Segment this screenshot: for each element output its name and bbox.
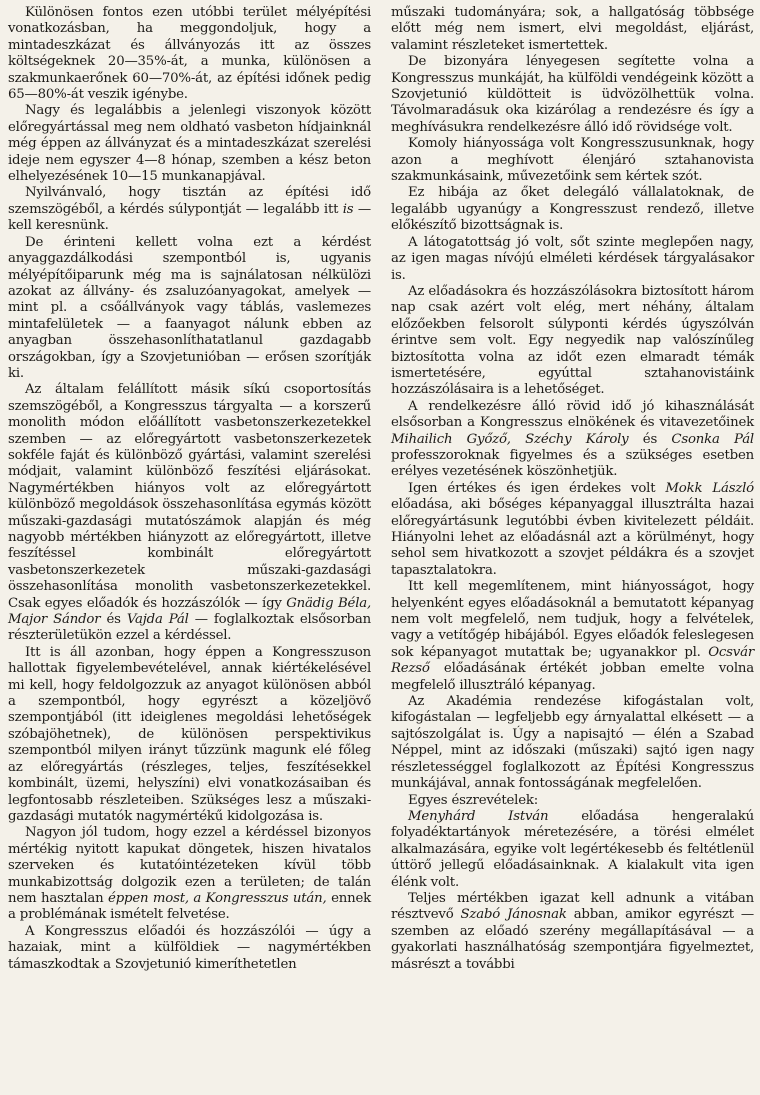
paragraph: Nyilvánvaló, hogy tisztán az építési idő szemszögéből, a kérdés súlypontját — legalább itt is — kell keresnünk.	[8, 185, 372, 234]
paragraph: Ez hibája az őket delegáló vállalatoknak, de legalább ugyanúgy a Kongresszust rendező, illetve előkészítő bizottságnak is.	[391, 185, 754, 234]
paragraph: A látogatottság jó volt, sőt szinte meglepően nagy, az igen magas nívójú elméleti kérdések tárgyalásakor is.	[391, 234, 754, 283]
paragraph: műszaki tudományára; sok, a hallgatóság többsége előtt még nem ismert, elvi megoldást, eljárást, valamint részleteket ismertettek.	[391, 5, 754, 53]
paragraph: Menyhárd István előadása hengeralakú folyadéktartányok méretezésére, a törési elmélet alkalmazására, egyike volt legértékesebb és feltétlenül úttörő jellegű előadásainknak. A kialakult vita igen élénk volt.	[391, 808, 754, 890]
paragraph: A rendelkezésre álló rövid idő jó kihasználását elsősorban a Kongresszus elnökének és vitavezetőinek Mihailich Győző, Széchy Károly és Csonka Pál professzoroknak figyelmes és a szükséges esetben erélyes vezetésének köszönhetjük.	[391, 398, 754, 480]
paragraph: De érinteni kellett volna ezt a kérdést anyaggazdálkodási szempontból is, ugyanis mélyépítőiparunk még ma is sajnálatosan nélkülözi azokat az állvány- és zsaluzóanyagokat, amelyek — mint pl. a csőállványok vagy táblás, vaslemezes mintafelületek — a faanyagot nálunk ebben az anyagban összehasonlíthatatlanul gazdagabb országokban, így a Szovjetunióban — erősen szorítják ki.	[8, 234, 371, 381]
two-column-layout	[8, 5, 754, 973]
paragraph: Különösen fontos ezen utóbbi terület mélyépítési vonatkozásban, ha meggondoljuk, hogy a mintadeszkázat és állványozás itt az összes költségeknek 20—35%-át, a munka, különösen a szakmunkaerőnek 60—70%-át, az építési időnek pedig 65—80%-át veszik igénybe.	[8, 5, 371, 103]
right-column	[391, 5, 754, 973]
paragraph: Az Akadémia rendezése kifogástalan volt, kifogástalan — legfeljebb egy árnyalattal elkésett — a sajtószolgálat is. Úgy a napisajtó — élén a Szabad Néppel, mint az időszaki (műszaki) sajtó igen nagy részletességgel foglalkozott az Építési Kongresszus munkájával, annak fontosságának megfelelően.	[391, 694, 754, 792]
paragraph: Nagyon jól tudom, hogy ezzel a kérdéssel bizonyos mértékig nyitott kapukat döngetek, hiszen hivatalos szerveken és kutatóintézeteken kívül több munkabizottság dolgozik ezen a területen; de talán nem hasztalan éppen most, a Kongresszus után, ennek a problémának ismételt felvetése.	[8, 825, 371, 923]
paragraph: Komoly hiányossága volt Kongresszusunknak, hogy azon a meghívott élenjáró sztahanovista szakmunkásaink, művezetőink sem kértek szót.	[391, 136, 754, 185]
paragraph: A Kongresszus előadói és hozzászólói — úgy a hazaiak, mint a külföldiek — nagymértékben támaszkodtak a Szovjetunió kimeríthetetlen	[8, 923, 371, 972]
paragraph: Itt kell megemlítenem, mint hiányosságot, hogy helyenként egyes előadásoknál a bemutatott képanyag nem volt megfelelő, nem tudjuk, hogy a felvételek, vagy a vetítőgép hibájából. Egyes előadók feleslegesen sok képanyagot mutattak be; ugyanakkor pl. Ocsvár Rezső előadásának értékét jobban emelte volna megfelelő illusztráló képanyag.	[391, 579, 754, 693]
left-column	[8, 5, 371, 973]
paragraph: Teljes mértékben igazat kell adnunk a vitában résztvevő Szabó Jánosnak abban, amikor egyrészt — szemben az előadó szerény megállapításával — a gyakorlati használhatóság szempontjára figyelmeztet, másrészt a további	[391, 890, 754, 972]
paragraph: Itt is áll azonban, hogy éppen a Kongresszuson hallottak figyelembevételével, annak kiértékelésével mi kell, hogy feldolgozzuk az anyagot különösen abból a szempontból, hogy egyrészt a közeljövő szempontjából (itt ideiglenes megoldási lehetőségek szóbajöhetnek), de különösen perspektivikus szempontból milyen irányt tűzzünk magunk elé főleg az előregyártás (részleges, teljes, feszítésekkel kombinált, üzemi, helyszíni) elvi vonatkozásaiban és legfontosabb részleteiben. Szükséges lesz a műszaki-gazdasági mutatók nagymértékű kidolgozása is.	[8, 644, 371, 824]
paragraph: De bizonyára lényegesen segítette volna a Kongresszus munkáját, ha külföldi vendégeink között a Szovjetunió küldötteit is üdvözölhettük volna. Távolmaradásuk oka kizárólag a rendezésre és így a meghívásukra rendelkezésre álló idő rövidsége volt.	[391, 54, 754, 135]
paragraph: Egyes észrevételek:	[408, 792, 539, 808]
paragraph: Az előadásokra és hozzászólásokra biztosított három nap csak azért volt elég, mert néhány, általam előzőekben felsorolt súlyponti kérdés úgyszólván érintve sem volt. Egy negyedik nap valószínűleg biztosította volna az időt ezen elmaradt témák ismertetésére, egyúttal sztahanovistáink hozzászólásaira is a lehetőséget.	[391, 283, 754, 398]
paragraph: Igen értékes és igen érdekes volt Mokk László előadása, aki bőséges képanyaggal illusztrálta hazai előregyártásunk legutóbbi évben kivitelezett példáit. Hiányolni lehet az előadásnál azt a körülményt, hogy sehol sem hivatkozott a szovjet példákra és a szovjet tapasztalatokra.	[391, 480, 754, 578]
paragraph: Nagy és legalábbis a jelenlegi viszonyok között előregyártással meg nem oldható vasbeton hídjainknál még éppen az állványzat és a mintadeszkázat szerelési ideje nem egyszer 4—8 hónap, szemben a kész beton elhelyezésének 10—15 munkanapjával.	[8, 103, 371, 185]
paragraph: Az általam felállított másik síkú csoportosítás szemszögéből, a Kongresszus tárgyalta — a korszerű monolith módon előállított vasbetonszerkezetekkel szemben — az előregyártott vasbetonszerkezetek sokféle faját és különböző gyártási, valamint szerelési módjait, valamint különböző feszítési eljárásokat. Nagymértékben hiányos volt az előregyártott különböző megoldások összehasonlítása egymás között műszaki-gazdasági mutatószámok alapján és még nagyobb mértékben hiányzott az előregyártott, illetve feszítéssel kombinált előregyártott vasbetonszerkezetek műszaki-gazdasági összehasonlítása monolith vasbetonszerkezetekkel. Csak egyes előadók és hozzászólók — így Gnädig Béla, Major Sándor és Vajda Pál — foglalkoztak elsősorban részterületükön ezzel a kérdéssel.	[8, 382, 371, 644]
